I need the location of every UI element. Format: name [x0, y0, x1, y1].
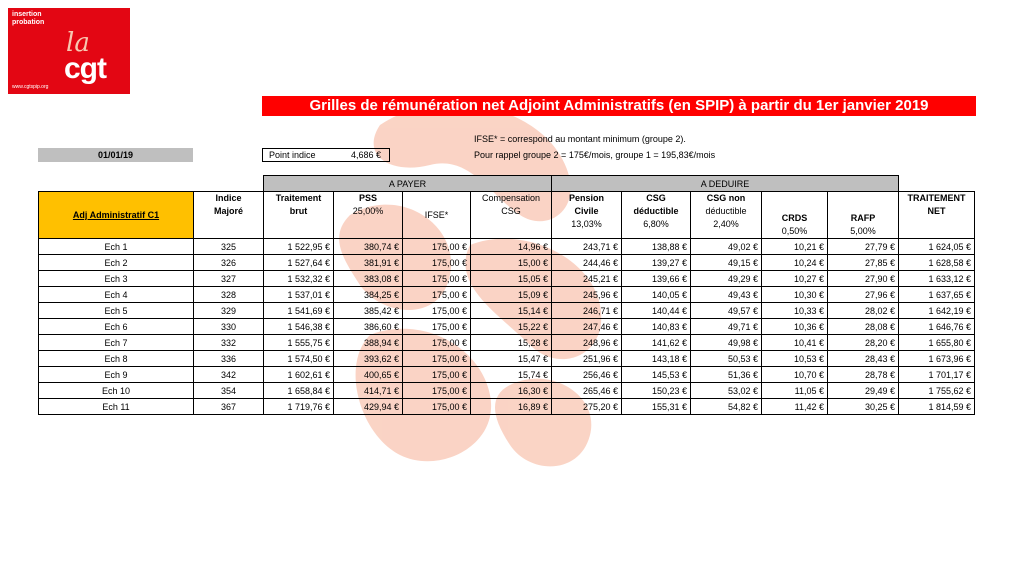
- header-compensation: Compensation CSG: [471, 192, 552, 239]
- logo-line1: insertion: [12, 11, 42, 18]
- cell-rafp: 28,08 €: [828, 319, 899, 335]
- cell-echelon: Ech 3: [39, 271, 194, 287]
- cell-csg-deductible: 150,23 €: [622, 383, 691, 399]
- cell-csg-deductible: 139,27 €: [622, 255, 691, 271]
- cell-ifse: 175,00 €: [403, 367, 471, 383]
- cell-csg-non-deductible: 49,15 €: [691, 255, 762, 271]
- cell-compensation-csg: 15,28 €: [471, 335, 552, 351]
- cell-traitement-net: 1 633,12 €: [899, 271, 975, 287]
- cell-echelon: Ech 10: [39, 383, 194, 399]
- cell-csg-non-deductible: 49,02 €: [691, 239, 762, 255]
- salary-grid-body: [39, 239, 975, 415]
- point-indice-value: 4,686 €: [351, 150, 382, 160]
- cell-crds: 10,33 €: [762, 303, 828, 319]
- cell-compensation-csg: 16,89 €: [471, 399, 552, 415]
- cell-csg-non-deductible: 51,36 €: [691, 367, 762, 383]
- header-rafp: RAFP 5,00%: [828, 192, 899, 239]
- cell-compensation-csg: 15,22 €: [471, 319, 552, 335]
- cell-compensation-csg: 15,00 €: [471, 255, 552, 271]
- cell-ifse: 175,00 €: [403, 287, 471, 303]
- cell-csg-deductible: 140,83 €: [622, 319, 691, 335]
- cell-csg-non-deductible: 49,57 €: [691, 303, 762, 319]
- cell-traitement-net: 1 655,80 €: [899, 335, 975, 351]
- cell-echelon: Ech 6: [39, 319, 194, 335]
- cell-crds: 10,70 €: [762, 367, 828, 383]
- header-indice: Indice Majoré: [194, 192, 264, 239]
- cell-csg-deductible: 145,53 €: [622, 367, 691, 383]
- cell-csg-deductible: 141,62 €: [622, 335, 691, 351]
- cell-crds: 10,53 €: [762, 351, 828, 367]
- cell-traitement-brut: 1 527,64 €: [264, 255, 334, 271]
- cell-indice: 336: [194, 351, 264, 367]
- cell-crds: 11,05 €: [762, 383, 828, 399]
- cell-ifse: 175,00 €: [403, 335, 471, 351]
- cell-traitement-brut: 1 602,61 €: [264, 367, 334, 383]
- cell-traitement-net: 1 755,62 €: [899, 383, 975, 399]
- cell-csg-deductible: 140,05 €: [622, 287, 691, 303]
- cell-ifse: 175,00 €: [403, 351, 471, 367]
- cell-rafp: 27,79 €: [828, 239, 899, 255]
- cell-echelon: Ech 4: [39, 287, 194, 303]
- cell-indice: 330: [194, 319, 264, 335]
- cell-pss: 381,91 €: [334, 255, 403, 271]
- cell-crds: 10,41 €: [762, 335, 828, 351]
- cell-rafp: 27,85 €: [828, 255, 899, 271]
- rappel-note: Pour rappel groupe 2 = 175€/mois, groupe 1 = 195,83€/mois: [474, 150, 716, 160]
- group-a-deduire: A DEDUIRE: [552, 176, 899, 192]
- salary-grid-table: [38, 175, 975, 415]
- header-csg-non-deductible: CSG non déductible 2,40%: [691, 192, 762, 239]
- cell-pss: 385,42 €: [334, 303, 403, 319]
- table-row: [39, 367, 975, 383]
- cell-csg-non-deductible: 49,71 €: [691, 319, 762, 335]
- cell-rafp: 27,96 €: [828, 287, 899, 303]
- cell-traitement-net: 1 814,59 €: [899, 399, 975, 415]
- cell-ifse: 175,00 €: [403, 383, 471, 399]
- cell-crds: 10,24 €: [762, 255, 828, 271]
- table-row: [39, 239, 975, 255]
- cell-crds: 10,21 €: [762, 239, 828, 255]
- cell-rafp: 30,25 €: [828, 399, 899, 415]
- cell-echelon: Ech 9: [39, 367, 194, 383]
- cell-traitement-net: 1 673,96 €: [899, 351, 975, 367]
- cell-compensation-csg: 15,09 €: [471, 287, 552, 303]
- group-a-payer: A PAYER: [264, 176, 552, 192]
- cell-traitement-net: 1 642,19 €: [899, 303, 975, 319]
- header-ifse: IFSE*: [403, 192, 471, 239]
- cell-ifse: 175,00 €: [403, 255, 471, 271]
- point-indice-box: [262, 148, 390, 162]
- cell-pension-civile: 244,46 €: [552, 255, 622, 271]
- cell-crds: 11,42 €: [762, 399, 828, 415]
- table-row: [39, 319, 975, 335]
- cell-echelon: Ech 11: [39, 399, 194, 415]
- point-indice-label: Point indice: [269, 150, 316, 160]
- table-row: [39, 287, 975, 303]
- cell-pension-civile: 275,20 €: [552, 399, 622, 415]
- header-traitement: Traitement brut: [264, 192, 334, 239]
- cell-crds: 10,30 €: [762, 287, 828, 303]
- cell-csg-deductible: 143,18 €: [622, 351, 691, 367]
- page-title: Grilles de rémunération net Adjoint Administratifs (en SPIP) à partir du 1er janvier 2019: [262, 96, 976, 116]
- cell-traitement-net: 1 624,05 €: [899, 239, 975, 255]
- cell-pension-civile: 246,71 €: [552, 303, 622, 319]
- cell-rafp: 28,43 €: [828, 351, 899, 367]
- cell-pss: 383,08 €: [334, 271, 403, 287]
- cell-pss: 386,60 €: [334, 319, 403, 335]
- logo-url: www.cgtspip.org: [12, 84, 49, 90]
- cell-csg-deductible: 155,31 €: [622, 399, 691, 415]
- cell-echelon: Ech 5: [39, 303, 194, 319]
- cell-ifse: 175,00 €: [403, 319, 471, 335]
- cell-traitement-net: 1 701,17 €: [899, 367, 975, 383]
- table-row: [39, 255, 975, 271]
- cell-compensation-csg: 15,14 €: [471, 303, 552, 319]
- table-row: [39, 335, 975, 351]
- cell-crds: 10,27 €: [762, 271, 828, 287]
- cell-indice: 327: [194, 271, 264, 287]
- cell-traitement-brut: 1 546,38 €: [264, 319, 334, 335]
- cell-echelon: Ech 8: [39, 351, 194, 367]
- logo-line2: probation: [12, 19, 45, 26]
- cell-traitement-brut: 1 555,75 €: [264, 335, 334, 351]
- cell-ifse: 175,00 €: [403, 271, 471, 287]
- table-row: [39, 399, 975, 415]
- cell-indice: 367: [194, 399, 264, 415]
- cell-traitement-brut: 1 537,01 €: [264, 287, 334, 303]
- date-label: 01/01/19: [38, 148, 193, 162]
- logo-brand: cgt: [64, 52, 106, 85]
- cell-indice: 328: [194, 287, 264, 303]
- cell-pss: 393,62 €: [334, 351, 403, 367]
- cell-rafp: 28,02 €: [828, 303, 899, 319]
- cell-csg-non-deductible: 50,53 €: [691, 351, 762, 367]
- cell-indice: 354: [194, 383, 264, 399]
- cell-echelon: Ech 1: [39, 239, 194, 255]
- cell-traitement-brut: 1 532,32 €: [264, 271, 334, 287]
- header-pss: PSS 25,00%: [334, 192, 403, 239]
- cell-rafp: 28,20 €: [828, 335, 899, 351]
- cell-csg-non-deductible: 49,43 €: [691, 287, 762, 303]
- cell-pss: 384,25 €: [334, 287, 403, 303]
- cell-traitement-net: 1 637,65 €: [899, 287, 975, 303]
- cell-traitement-net: 1 628,58 €: [899, 255, 975, 271]
- cell-pss: 380,74 €: [334, 239, 403, 255]
- header-adj-administratif: Adj Administratif C1: [39, 192, 194, 239]
- cell-pension-civile: 245,21 €: [552, 271, 622, 287]
- cell-traitement-brut: 1 541,69 €: [264, 303, 334, 319]
- cell-pss: 414,71 €: [334, 383, 403, 399]
- header-traitement-net: TRAITEMENT NET: [899, 192, 975, 239]
- cell-ifse: 175,00 €: [403, 303, 471, 319]
- cell-traitement-net: 1 646,76 €: [899, 319, 975, 335]
- cell-traitement-brut: 1 522,95 €: [264, 239, 334, 255]
- cell-indice: 326: [194, 255, 264, 271]
- cell-ifse: 175,00 €: [403, 399, 471, 415]
- ifse-note: IFSE* = correspond au montant minimum (groupe 2).: [474, 134, 686, 144]
- cell-traitement-brut: 1 658,84 €: [264, 383, 334, 399]
- cell-crds: 10,36 €: [762, 319, 828, 335]
- cell-traitement-brut: 1 574,50 €: [264, 351, 334, 367]
- cell-compensation-csg: 15,05 €: [471, 271, 552, 287]
- cell-csg-non-deductible: 49,98 €: [691, 335, 762, 351]
- table-row: [39, 351, 975, 367]
- cell-pension-civile: 256,46 €: [552, 367, 622, 383]
- header-pension: Pension Civile 13,03%: [552, 192, 622, 239]
- cell-compensation-csg: 15,47 €: [471, 351, 552, 367]
- cell-rafp: 29,49 €: [828, 383, 899, 399]
- cell-csg-deductible: 139,66 €: [622, 271, 691, 287]
- cell-pension-civile: 243,71 €: [552, 239, 622, 255]
- cell-indice: 325: [194, 239, 264, 255]
- table-row: [39, 271, 975, 287]
- logo-la: la: [66, 28, 90, 58]
- cell-csg-deductible: 140,44 €: [622, 303, 691, 319]
- cell-echelon: Ech 7: [39, 335, 194, 351]
- cell-csg-non-deductible: 54,82 €: [691, 399, 762, 415]
- cell-compensation-csg: 14,96 €: [471, 239, 552, 255]
- table-row: [39, 303, 975, 319]
- cell-pension-civile: 247,46 €: [552, 319, 622, 335]
- cell-rafp: 28,78 €: [828, 367, 899, 383]
- cell-echelon: Ech 2: [39, 255, 194, 271]
- cell-csg-deductible: 138,88 €: [622, 239, 691, 255]
- header-csg-deductible: CSG déductible 6,80%: [622, 192, 691, 239]
- cgt-logo: [8, 8, 130, 94]
- header-crds: CRDS 0,50%: [762, 192, 828, 239]
- cell-pss: 429,94 €: [334, 399, 403, 415]
- cell-traitement-brut: 1 719,76 €: [264, 399, 334, 415]
- cell-pension-civile: 245,96 €: [552, 287, 622, 303]
- cell-pss: 400,65 €: [334, 367, 403, 383]
- cell-rafp: 27,90 €: [828, 271, 899, 287]
- cell-pension-civile: 248,96 €: [552, 335, 622, 351]
- cell-indice: 329: [194, 303, 264, 319]
- cell-pension-civile: 265,46 €: [552, 383, 622, 399]
- cell-csg-non-deductible: 53,02 €: [691, 383, 762, 399]
- cell-csg-non-deductible: 49,29 €: [691, 271, 762, 287]
- cell-compensation-csg: 15,74 €: [471, 367, 552, 383]
- table-row: [39, 383, 975, 399]
- cell-indice: 332: [194, 335, 264, 351]
- cell-ifse: 175,00 €: [403, 239, 471, 255]
- cell-compensation-csg: 16,30 €: [471, 383, 552, 399]
- cell-pss: 388,94 €: [334, 335, 403, 351]
- cell-indice: 342: [194, 367, 264, 383]
- cell-pension-civile: 251,96 €: [552, 351, 622, 367]
